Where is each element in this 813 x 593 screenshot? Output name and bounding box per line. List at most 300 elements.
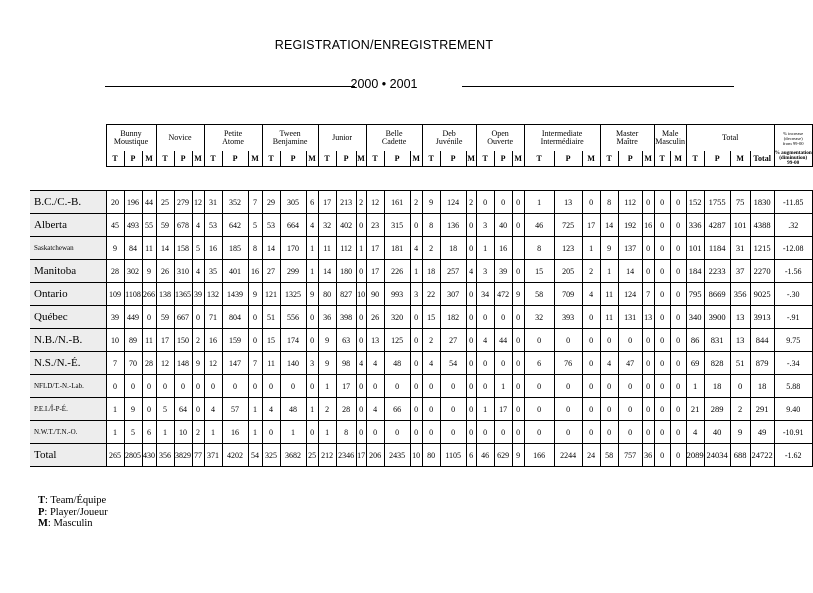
table-cell: 11 [600,283,618,306]
table-cell: 2089 [686,444,704,467]
table-cell: 0 [306,421,318,444]
table-cell: 0 [654,191,670,214]
table-cell: 18 [750,375,774,398]
table-row [30,260,812,283]
table-cell: 4202 [222,444,248,467]
table-cell: 124 [618,283,642,306]
table-cell: 0 [476,421,494,444]
table-cell: 2233 [704,260,730,283]
table-cell: 0 [670,214,686,237]
table-cell: 20 [106,191,124,214]
table-cell: 53 [262,214,280,237]
table-cell: 0 [248,329,262,352]
table-cell: 131 [618,306,642,329]
table-cell: 1 [686,375,704,398]
table-cell: 0 [654,421,670,444]
table-cell: 2805 [124,444,142,467]
table-cell: 54 [248,444,262,467]
sub-header-row [30,151,812,167]
table-cell [512,237,524,260]
table-cell: 4 [262,398,280,421]
table-cell: 9 [318,329,336,352]
table-cell: 51 [730,352,750,375]
table-cell: 993 [384,283,410,306]
sub-header: M [410,151,422,167]
sub-header: T [156,151,174,167]
table-cell: 0 [512,352,524,375]
table-cell: 0 [654,306,670,329]
group-header-line: Novice [168,133,192,142]
table-cell: -1.62 [774,444,812,467]
row-label: Ontario [30,283,106,306]
table-cell: 17 [366,260,384,283]
table-cell: 265 [106,444,124,467]
legend-key: M [38,518,48,529]
table-cell: 159 [222,329,248,352]
table-cell: 4 [366,398,384,421]
table-cell: 180 [336,260,356,283]
table-cell: 4 [410,237,422,260]
table-cell: 0 [222,375,248,398]
pct-header-line: 99-00 [787,160,800,166]
table-cell: 0 [306,329,318,352]
table-cell: 45 [106,214,124,237]
table-cell: 0 [142,375,156,398]
table-cell: 0 [670,398,686,421]
table-cell: 89 [124,329,142,352]
row-label: Saskatchewan [30,237,106,260]
table-cell: .32 [774,214,812,237]
table-cell: 4 [582,283,600,306]
season-year: 2000 • 2001 [350,77,418,91]
row-label: N.B./N.-B. [30,329,106,352]
table-row [30,444,812,467]
table-cell: 71 [204,306,222,329]
table-cell: 4287 [704,214,730,237]
group-header-row [30,125,812,152]
table-cell: 0 [554,375,582,398]
group-header-line: Intermédiaire [540,137,584,146]
table-cell: 1 [248,421,262,444]
group-header-line: Deb [442,129,456,138]
sub-header: T [262,151,280,167]
sub-header: P [222,151,248,167]
table-cell: 4 [192,260,204,283]
legend-text: Team/Équipe [50,495,107,506]
table-cell: 9 [248,283,262,306]
table-cell: 57 [222,398,248,421]
table-cell: 59 [156,214,174,237]
table-cell: 0 [422,421,440,444]
table-cell: 449 [124,306,142,329]
table-cell: 0 [554,398,582,421]
table-cell: 14 [262,237,280,260]
table-cell: 0 [410,329,422,352]
table-cell: 0 [642,191,654,214]
table-cell: 0 [356,214,366,237]
sub-header: P [124,151,142,167]
table-cell: 13 [730,306,750,329]
table-cell: 112 [336,237,356,260]
group-header-line: Masculin [655,137,686,146]
table-cell: 0 [582,352,600,375]
table-cell: 0 [524,398,554,421]
table-cell: 23 [366,214,384,237]
table-cell: 64 [174,398,192,421]
table-cell: 305 [280,191,306,214]
table-cell: 0 [466,237,476,260]
table-cell: 40 [494,214,512,237]
table-cell: 28 [336,398,356,421]
table-cell: 54 [440,352,466,375]
table-cell: 398 [336,306,356,329]
table-cell: 0 [618,329,642,352]
page-title: REGISTRATION/ENREGISTREMENT [274,38,494,52]
table-cell: 667 [174,306,192,329]
table-cell: 7 [642,283,654,306]
table-cell: 356 [730,283,750,306]
table-cell: 185 [222,237,248,260]
table-cell: 76 [554,352,582,375]
table-cell: 13 [730,329,750,352]
table-cell: 0 [582,375,600,398]
table-cell: 44 [142,191,156,214]
legend-key: T [38,495,46,506]
table-cell: 4 [422,352,440,375]
table-cell: 12 [204,352,222,375]
table-cell: 0 [642,237,654,260]
legend-separator: : [44,506,50,518]
table-cell: 827 [336,283,356,306]
table-cell: 0 [512,375,524,398]
table-row [30,352,812,375]
table-cell: 55 [142,214,156,237]
table-cell: 310 [174,260,192,283]
table-cell: 0 [280,375,306,398]
table-cell: 206 [366,444,384,467]
table-cell: 0 [466,214,476,237]
table-cell: 121 [262,283,280,306]
table-cell: 14 [156,237,174,260]
table-cell: 0 [582,329,600,352]
table-cell: 2 [192,421,204,444]
table-cell: 0 [600,329,618,352]
table-cell: 90 [366,283,384,306]
table-cell: 6 [466,444,476,467]
table-cell: 0 [248,306,262,329]
table-cell: 36 [642,444,654,467]
table-cell: 2270 [750,260,774,283]
table-cell: 0 [670,260,686,283]
table-cell: 0 [192,306,204,329]
table-cell: 1 [306,398,318,421]
table-cell: 9 [422,191,440,214]
table-cell: 58 [600,444,618,467]
row-label: N.S./N.-É. [30,352,106,375]
table-cell: 34 [476,283,494,306]
table-cell: 3 [410,283,422,306]
table-cell: 26 [366,306,384,329]
table-cell: 39 [494,260,512,283]
table-cell: 340 [686,306,704,329]
table-cell: 27 [440,329,466,352]
table-cell: 8 [336,421,356,444]
table-cell: 0 [654,444,670,467]
table-cell: 0 [582,398,600,421]
table-cell: 29 [262,191,280,214]
table-cell: 0 [670,444,686,467]
table-cell: 86 [686,329,704,352]
table-cell: 17 [336,375,356,398]
table-cell: 0 [494,352,512,375]
table-cell: 184 [686,260,704,283]
table-cell: 174 [280,329,306,352]
table-cell: 44 [494,329,512,352]
table-cell: 1105 [440,444,466,467]
table-cell: 0 [654,283,670,306]
table-cell: 315 [384,214,410,237]
table-cell: 158 [174,237,192,260]
table-cell: 0 [410,421,422,444]
sub-header: T [422,151,440,167]
table-cell: 0 [670,352,686,375]
table-cell: 1 [476,398,494,421]
table-cell: 12 [156,352,174,375]
table-row [30,306,812,329]
legend-key: P [38,506,45,518]
table-cell: 4 [356,352,366,375]
table-cell: 0 [512,329,524,352]
row-label: Alberta [30,214,106,237]
table-cell: 0 [654,237,670,260]
group-header-line: Petite [223,129,243,138]
table-cell: 678 [174,214,192,237]
table-cell: 0 [356,375,366,398]
table-cell: 8 [600,191,618,214]
table-cell: 9 [512,444,524,467]
table-cell: 31 [204,191,222,214]
table-cell: 84 [124,237,142,260]
table-cell: 325 [262,444,280,467]
pct-header-line: (decrease) [783,135,803,141]
group-header-line: Atome [222,137,244,146]
table-cell: 6 [142,421,156,444]
table-cell: 1 [280,421,306,444]
group-header-line: Maître [616,137,638,146]
table-cell: 9 [306,283,318,306]
table-cell: 757 [618,444,642,467]
table-cell: 16 [494,237,512,260]
table-cell: 3900 [704,306,730,329]
table-cell: 16 [248,260,262,283]
table-cell: 257 [440,260,466,283]
table-cell: 0 [466,283,476,306]
table-cell: 0 [512,421,524,444]
legend [38,495,108,530]
table-cell: 0 [174,375,192,398]
table-cell: 556 [280,306,306,329]
table-cell: 1 [582,237,600,260]
table-cell: 356 [156,444,174,467]
table-cell: 0 [582,191,600,214]
table-cell: 0 [410,398,422,421]
table-cell: 2 [582,260,600,283]
table-cell: 125 [384,329,410,352]
table-cell: 2 [356,191,366,214]
table-cell: 0 [204,375,222,398]
table-cell: 371 [204,444,222,467]
table-cell: 0 [670,191,686,214]
table-cell: 15 [262,329,280,352]
sub-header: T [654,151,670,167]
legend-text: Masculin [53,518,93,529]
table-cell: 40 [704,421,730,444]
group-header-line: Junior [332,133,353,142]
table-cell: 1215 [750,237,774,260]
table-cell: 1184 [704,237,730,260]
table-cell: 0 [356,421,366,444]
table-cell: -11.85 [774,191,812,214]
table-cell: 0 [512,398,524,421]
table-cell: 0 [670,237,686,260]
table-cell: 16 [642,214,654,237]
table-cell: 196 [124,191,142,214]
table-cell: 17 [356,444,366,467]
table-cell: 28 [142,352,156,375]
table-cell: 17 [494,398,512,421]
table-cell: 1 [306,237,318,260]
table-cell: 0 [106,375,124,398]
table-cell: 0 [466,398,476,421]
table-cell: 14 [600,214,618,237]
table-cell: 1108 [124,283,142,306]
table-cell: 8 [524,237,554,260]
table-cell: 0 [642,421,654,444]
table-cell: 0 [306,375,318,398]
table-cell: 2 [410,191,422,214]
group-header-line: Open [491,129,509,138]
row-label: Manitoba [30,260,106,283]
table-cell: 4 [466,260,476,283]
table-cell: 37 [730,260,750,283]
pct-header-line: (diminution) [779,155,808,161]
table-cell: 725 [554,214,582,237]
group-header [204,125,262,152]
group-header-line: Benjamine [272,137,308,146]
table-cell: 5 [192,237,204,260]
table-cell: -.30 [774,283,812,306]
table-cell: 15 [422,306,440,329]
table-cell: 21 [686,398,704,421]
sub-header: M [730,151,750,167]
table-cell: 0 [384,375,410,398]
table-cell: 0 [422,375,440,398]
sub-header: T [686,151,704,167]
sub-header: P [554,151,582,167]
table-cell: 0 [730,375,750,398]
table-cell: 642 [222,214,248,237]
table-cell: 24034 [704,444,730,467]
table-cell: -1.56 [774,260,812,283]
table-cell: 17 [156,329,174,352]
table-cell: 124 [440,191,466,214]
table-cell: 0 [440,375,466,398]
table-cell: 13 [642,306,654,329]
table-cell: 307 [440,283,466,306]
table-cell: 0 [466,375,476,398]
table-row [30,398,812,421]
table-cell: 181 [384,237,410,260]
table-cell: 9 [192,352,204,375]
sub-header: Total [750,151,774,167]
table-cell: 9 [730,421,750,444]
table-cell: 4 [192,214,204,237]
table-cell: 0 [356,398,366,421]
table-cell: 0 [670,306,686,329]
row-label: Québec [30,306,106,329]
table-cell: 48 [384,352,410,375]
table-cell: 36 [318,306,336,329]
table-cell: 0 [524,421,554,444]
table-cell: 0 [248,375,262,398]
table-cell: 1 [204,421,222,444]
table-cell: 291 [750,398,774,421]
table-cell: 32 [318,214,336,237]
group-header-line: Intermediate [541,129,583,138]
group-header [654,125,686,152]
table-row [30,329,812,352]
table-cell: 9 [600,237,618,260]
group-header [476,125,524,152]
table-row [30,421,812,444]
table-cell: 7 [248,191,262,214]
table-cell: 4 [306,214,318,237]
table-cell: 879 [750,352,774,375]
table-cell: 0 [642,329,654,352]
table-cell: 5 [124,421,142,444]
table-cell: 166 [524,444,554,467]
group-header-line: Belle [385,129,403,138]
table-cell: 336 [686,214,704,237]
table-cell: 15 [524,260,554,283]
table-cell: 28 [106,260,124,283]
table-cell: 109 [106,283,124,306]
table-cell: 1 [524,191,554,214]
table-cell: 709 [554,283,582,306]
group-header-line: Tween [279,129,301,138]
table-cell: 1830 [750,191,774,214]
sub-header: M [642,151,654,167]
table-cell: 4 [366,352,384,375]
table-cell: 13 [554,191,582,214]
table-cell: 4 [476,329,494,352]
table-cell: 14 [318,260,336,283]
table-cell: 24 [582,444,600,467]
table-cell: 0 [670,329,686,352]
table-cell: 795 [686,283,704,306]
table-cell: 0 [554,329,582,352]
table-cell: 2435 [384,444,410,467]
table-cell: 0 [654,260,670,283]
table-cell: 401 [222,260,248,283]
table-cell: 9 [142,260,156,283]
table-cell: 0 [600,421,618,444]
table-cell: 0 [670,283,686,306]
table-cell: 4 [686,421,704,444]
sub-header: P [494,151,512,167]
table-cell: 10 [106,329,124,352]
table-cell: 0 [192,375,204,398]
